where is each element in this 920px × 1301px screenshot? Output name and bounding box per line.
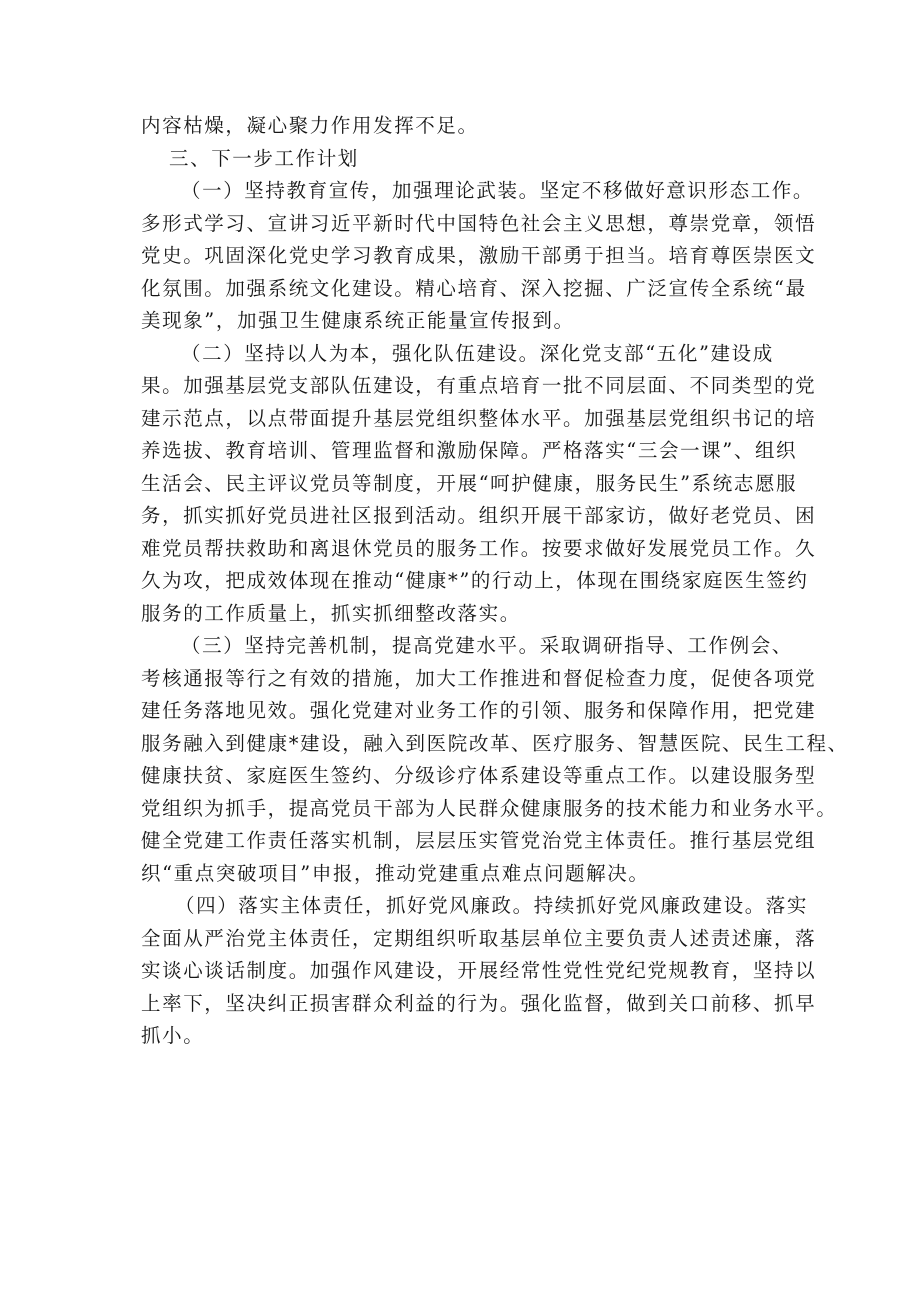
paragraph-responsibility — [141, 890, 817, 1053]
text-line: 建任务落地见效。强化党建对业务工作的引领、服务和保障作用，把党建 — [141, 699, 817, 722]
text-line: 多形式学习、宣讲习近平新时代中国特色社会主义思想，尊崇党章，领悟 — [141, 211, 817, 235]
text-line: （三）坚持完善机制，提高党建水平。采取调研指导、工作例会、 — [181, 634, 793, 657]
text-line: 果。加强基层党支部队伍建设，有重点培育一批不同层面、不同类型的党 — [141, 374, 817, 397]
text-line: （四）落实主体责任，抓好党风廉政。持续抓好党风廉政建设。落实 — [175, 894, 809, 917]
text-line: 久为攻，把成效体现在推动“健康*”的行动上，体现在围绕家庭医生签约 — [141, 569, 809, 592]
text-line: （一）坚持教育宣传，加强理论武装。坚定不移做好意识形态工作。 — [181, 179, 815, 202]
text-line: 健康扶贫、家庭医生签约、分级诊疗体系建设等重点工作。以建设服务型 — [141, 764, 817, 787]
text-line: （二）坚持以人为本，强化队伍建设。深化党支部“五化”建设成 — [181, 341, 774, 365]
section-heading — [141, 143, 793, 176]
paragraph-education — [141, 175, 817, 338]
text-line: 三、下一步工作计划 — [169, 146, 359, 170]
text-line: 实谈心谈话制度。加强作风建设，开展经常性党性党纪党规教育，坚持以 — [141, 959, 817, 982]
text-line: 化氛围。加强系统文化建设。精心培育、深入挖掘、广泛宣传全系统“最 — [141, 276, 807, 300]
text-line: 务，抓实抓好党员进社区报到活动。组织开展干部家访，做好老党员、困 — [141, 504, 817, 527]
text-line: 建示范点，以点带面提升基层党组织整体水平。加强基层党组织书记的培 — [141, 406, 817, 430]
text-line: 美现象”，加强卫生健康系统正能量宣传报到。 — [141, 309, 575, 332]
text-line: 养选拔、教育培训、管理监督和激励保障。严格落实“三会一课”、组织 — [141, 439, 798, 462]
text-line: 全面从严治党主体责任，定期组织听取基层单位主要负责人述责述廉，落 — [141, 926, 817, 950]
text-line: 内容枯燥，凝心聚力作用发挥不足。 — [141, 114, 479, 137]
text-line: 党史。巩固深化党史学习教育成果，激励干部勇于担当。培育尊医崇医文 — [141, 244, 817, 267]
text-line: 生活会、民主评议党员等制度，开展“呵护健康，服务民生”系统志愿服 — [141, 471, 798, 495]
paragraph-team-building — [141, 338, 817, 631]
paragraph-continuation — [141, 110, 793, 143]
text-line: 难党员帮扶救助和离退休党员的服务工作。按要求做好发展党员工作。久 — [141, 536, 817, 560]
text-line: 服务融入到健康*建设，融入到医院改革、医疗服务、智慧医院、民生工程、 — [141, 731, 849, 755]
text-line: 健全党建工作责任落实机制，层层压实管党治党主体责任。推行基层党组 — [141, 829, 817, 852]
text-line: 上率下，坚决纠正损害群众利益的行为。强化监督，做到关口前移、抓早 — [141, 991, 817, 1015]
paragraph-mechanism — [141, 630, 849, 890]
text-line: 考核通报等行之有效的措施，加大工作推进和督促检查力度，促使各项党 — [141, 666, 817, 690]
text-line: 党组织为抓手，提高党员干部为人民群众健康服务的技术能力和业务水平。 — [141, 796, 838, 820]
text-line: 织“重点突破项目”申报，推动党建重点难点问题解决。 — [141, 861, 650, 885]
text-line: 抓小。 — [141, 1024, 205, 1047]
text-line: 服务的工作质量上，抓实抓细整改落实。 — [141, 601, 521, 625]
document-page — [141, 110, 849, 1053]
